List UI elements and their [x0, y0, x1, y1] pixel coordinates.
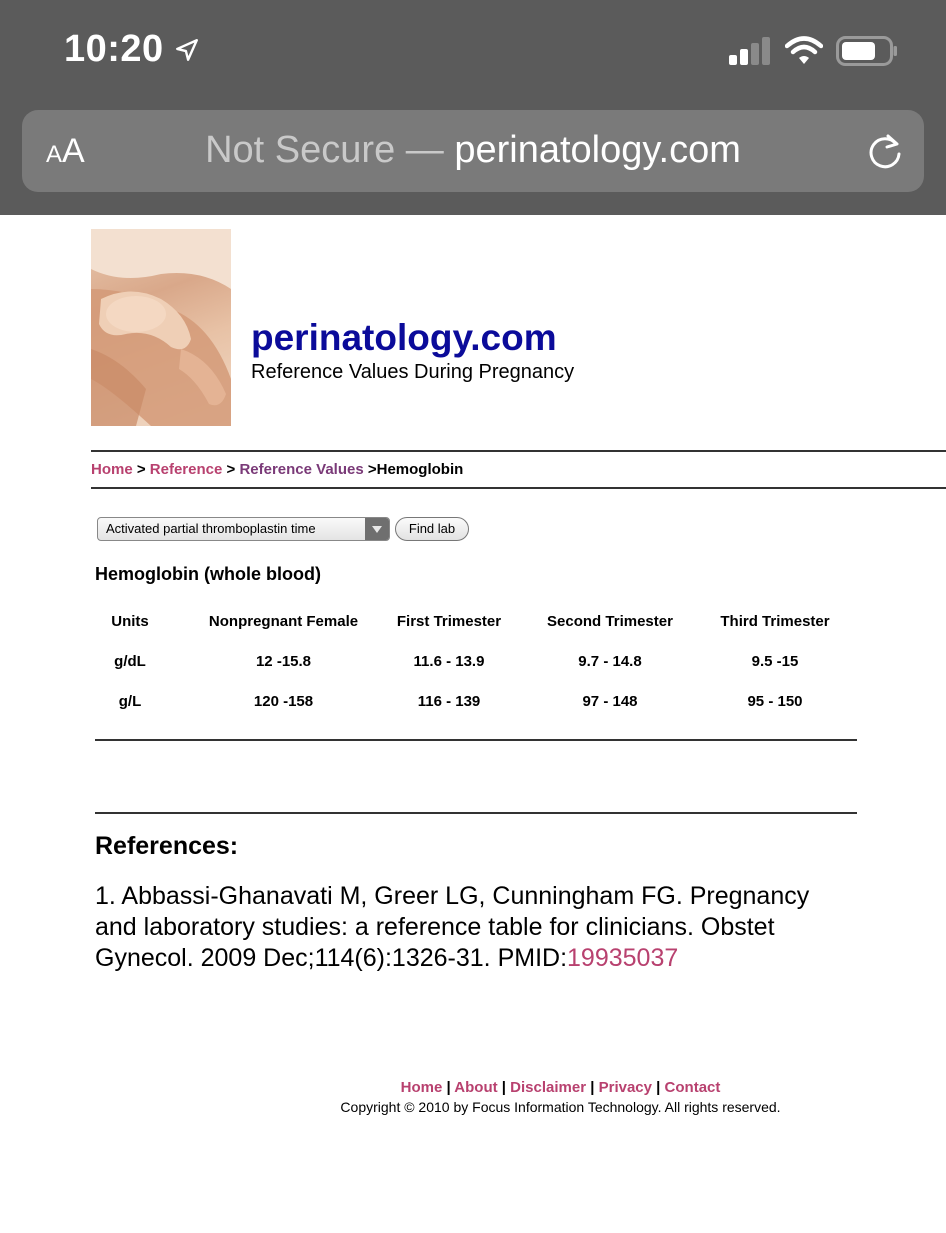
- footer-divider: |: [590, 1079, 595, 1096]
- url-domain: perinatology.com: [454, 129, 741, 171]
- breadcrumb-home-link[interactable]: Home: [91, 461, 133, 478]
- find-lab-button[interactable]: Find lab: [395, 517, 469, 541]
- site-subtitle: Reference Values During Pregnancy: [251, 361, 575, 383]
- breadcrumb-top-divider: [91, 450, 946, 452]
- table-cell-unit: g/dL: [114, 653, 146, 670]
- text-size-big-label: A: [62, 132, 85, 170]
- security-label: Not Secure —: [205, 129, 444, 171]
- footer-link-home[interactable]: Home: [400, 1079, 443, 1096]
- table-cell: 11.6 - 13.9: [413, 653, 485, 670]
- breadcrumb-reference-values-link[interactable]: Reference Values: [239, 461, 364, 478]
- footer-divider: |: [446, 1079, 451, 1096]
- status-time-text: 10:20: [64, 28, 164, 70]
- table-cell: 9.7 - 14.8: [578, 653, 642, 670]
- table-cell: 12 -15.8: [255, 653, 312, 670]
- column-header: Third Trimester: [720, 613, 830, 630]
- text-size-small-label: A: [46, 141, 63, 168]
- header-photo: [91, 229, 231, 426]
- table-cell: 120 -158: [253, 693, 314, 710]
- table-cell: 9.5 -15: [751, 653, 799, 670]
- footer-nav: [0, 1079, 946, 1096]
- breadcrumb-reference-link[interactable]: Reference: [149, 461, 223, 478]
- wifi-icon: [785, 35, 823, 65]
- references-divider: [95, 812, 857, 814]
- footer-link-privacy[interactable]: Privacy: [598, 1079, 652, 1096]
- lab-select-dropdown[interactable]: [97, 517, 390, 541]
- column-header: First Trimester: [396, 613, 502, 630]
- column-header: Second Trimester: [547, 613, 673, 630]
- status-time: [64, 28, 200, 71]
- footer-divider: |: [656, 1079, 661, 1096]
- pmid-link[interactable]: 19935037: [567, 944, 679, 972]
- footer-link-contact[interactable]: Contact: [664, 1079, 721, 1096]
- breadcrumb: [91, 461, 463, 478]
- browser-chrome: [0, 0, 946, 215]
- hands-image: [91, 229, 231, 426]
- table-cell: 116 - 139: [417, 693, 481, 710]
- footer-link-about[interactable]: About: [454, 1079, 498, 1096]
- table-bottom-divider: [95, 739, 857, 741]
- table-cell-unit: g/L: [118, 693, 142, 710]
- dropdown-arrow-icon[interactable]: [365, 518, 389, 540]
- column-header: Units: [111, 613, 149, 630]
- lab-title: Hemoglobin (whole blood): [95, 564, 321, 584]
- breadcrumb-separator: >: [136, 461, 146, 478]
- breadcrumb-bottom-divider: [91, 487, 946, 489]
- table-cell: 97 - 148: [582, 693, 638, 710]
- battery-icon: [836, 36, 898, 66]
- footer-divider: |: [501, 1079, 506, 1096]
- copyright-notice: Copyright © 2010 by Focus Information Technology. All rights reserved.: [340, 1099, 781, 1115]
- cellular-signal-icon: [729, 37, 773, 65]
- url-display[interactable]: [22, 129, 924, 172]
- breadcrumb-separator: >: [226, 461, 236, 478]
- table-cell: 95 - 150: [747, 693, 803, 710]
- citation-text: 1. Abbassi-Ghanavati M, Greer LG, Cunningham FG. Pregnancy and laboratory studies: a reference table for clinicians. Obstet Gynecol. 2009 Dec;114(6):1326-31. PMID:: [95, 882, 810, 972]
- breadcrumb-current: >Hemoglobin: [367, 461, 464, 478]
- reference-citation: [95, 881, 855, 974]
- lab-select-value: Activated partial thromboplastin time: [106, 521, 316, 536]
- location-arrow-icon: [174, 37, 200, 63]
- address-bar[interactable]: [22, 110, 924, 192]
- column-header: Nonpregnant Female: [208, 613, 359, 630]
- reload-icon[interactable]: [865, 132, 905, 172]
- references-heading: References:: [95, 832, 239, 860]
- footer-link-disclaimer[interactable]: Disclaimer: [510, 1079, 587, 1096]
- site-title[interactable]: perinatology.com: [251, 317, 557, 358]
